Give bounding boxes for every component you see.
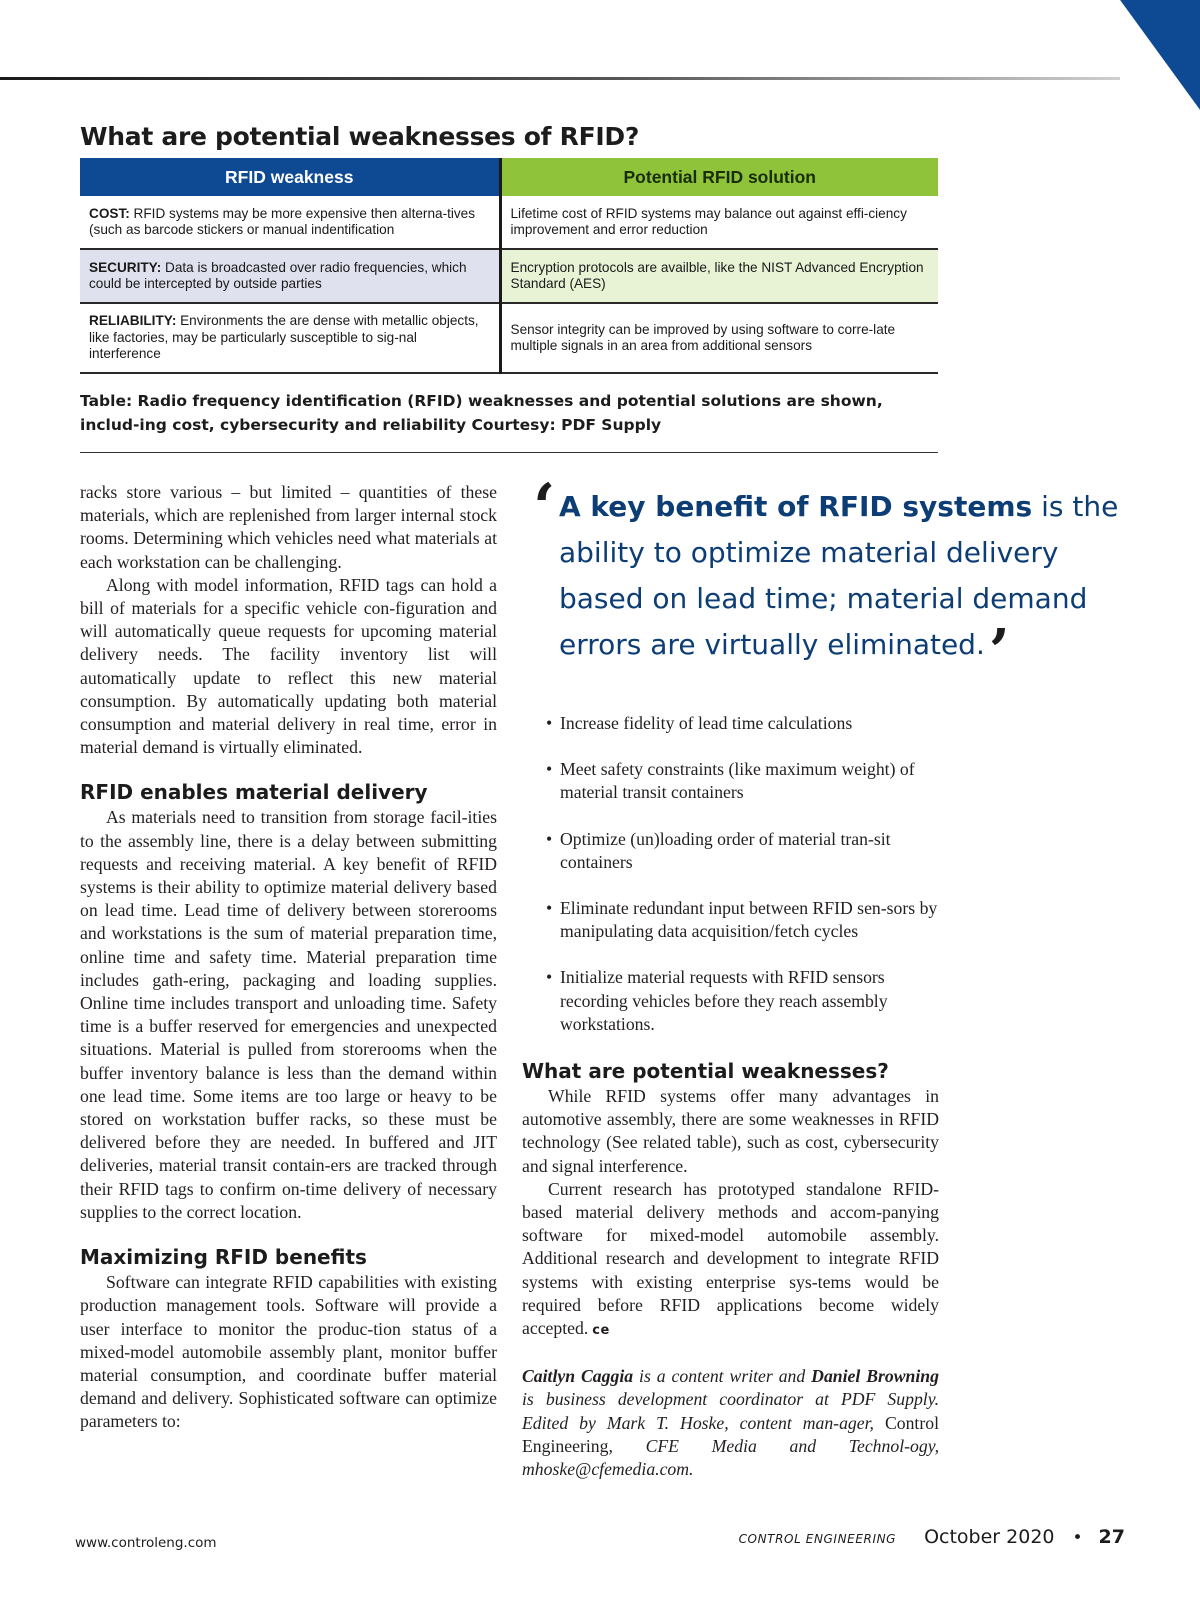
body-paragraph: As materials need to transition from storage facil-ities to the assembly line, there is a delay between submitting requests and receiving material. A key benefit of RFID systems is their ability to optimize material delivery based on lead time. Lead time of delivery between storerooms and workstations is the sum of material preparation time, online time and safety time. Material preparation time includes gath-ering, packaging and loading supplies. Online time includes transport and unloading time. Safety time is a buffer reserved for emergencies and unexpected situations. Material is pulled from storerooms when the buffer inventory balance is less than the demand within one lead time. Some items are too large or heavy to be stored on workstation buffer racks, so these must be delivered before they are needed. In buffered and JIT deliveries, material transit contain-ers are tracked through their RFID tags to confirm on-time delivery of necessary supplies to the correct location.	[80, 807, 497, 1222]
benefit-list	[522, 712, 939, 1036]
weakness-text: Data is broadcasted over radio frequencies, which could be intercepted by outside parties	[89, 259, 467, 291]
end-mark: ce	[592, 1323, 610, 1339]
author-name: Caitlyn Caggia	[522, 1366, 634, 1387]
list-item-text: Meet safety constraints (like maximum weight) of material transit containers	[560, 759, 915, 803]
list-item	[522, 712, 939, 735]
table-row	[80, 196, 938, 249]
solution-cell: Encryption protocols are availble, like the NIST Advanced Encryption Standard (AES)	[500, 249, 938, 303]
author-byline	[522, 1365, 939, 1481]
publication-name: Control Engineering	[522, 1412, 939, 1456]
weakness-cell	[80, 249, 500, 303]
byline-text: is business development coordinator at PDF Supply. Edited by Mark T. Hoske, content man-ager,	[522, 1389, 939, 1433]
open-quote-mark: ‘	[533, 470, 556, 545]
bullet-marker: •	[546, 759, 553, 780]
rfid-weakness-table	[80, 158, 938, 374]
left-article-column	[80, 481, 497, 1434]
column-header-weakness: RFID weakness	[80, 158, 500, 196]
issue-date: October 2020	[924, 1526, 1055, 1548]
column-header-solution: Potential RFID solution	[500, 158, 938, 196]
body-paragraph: While RFID systems offer many advantages in automotive assembly, there are some weaknesses in RFID technology (See related table), such as cost, cybersecurity and signal interference.	[522, 1086, 939, 1176]
list-item-text: Optimize (un)loading order of material tran-sit containers	[560, 828, 891, 872]
weakness-label: RELIABILITY:	[89, 313, 177, 329]
list-item	[522, 828, 939, 874]
corner-accent-graphic	[1060, 0, 1200, 110]
pull-quote-rest: is the ability to optimize material delivery based on lead time; material demand errors are virtually eliminated.	[559, 490, 1119, 661]
table-header-row	[80, 158, 938, 196]
caption-divider	[80, 452, 938, 453]
footer-separator: •	[1072, 1528, 1083, 1548]
list-item-text: Increase fidelity of lead time calculations	[560, 713, 853, 733]
pull-quote	[533, 470, 1123, 687]
byline-text: is a content writer and	[633, 1366, 812, 1387]
table-row	[80, 303, 938, 373]
table-caption: Table: Radio frequency identification (RFID) weaknesses and potential solutions are shown, includ-ing cost, cybersecurity and reliability Courtesy: PDF Supply	[80, 392, 883, 434]
list-item-text: Eliminate redundant input between RFID sen-sors by manipulating data acquisition/fetch cycles	[560, 898, 938, 942]
bullet-marker: •	[546, 828, 553, 849]
pull-quote-highlight: A key benefit of RFID systems	[559, 490, 1033, 523]
page-number: 27	[1098, 1526, 1125, 1548]
table-row	[80, 249, 938, 303]
footer-info	[739, 1526, 1125, 1548]
weakness-label: SECURITY:	[89, 259, 162, 275]
section-heading-benefits: Maximizing RFID benefits	[80, 1245, 367, 1270]
byline-text: , CFE Media and Technol-ogy, mhoske@cfemedia.com.	[522, 1435, 939, 1480]
list-item-text: Initialize material requests with RFID sensors recording vehicles before they reach assembly workstations.	[560, 967, 888, 1034]
footer-url: www.controleng.com	[75, 1535, 217, 1551]
body-paragraph-text: Current research has prototyped standalone RFID-based material delivery methods and accom-panying software for mixed-model automobile assembly. Additional research and development to integrate RFID systems with existing enterprise sys-tems would be required before RFID applications become widely accepted.	[522, 1178, 939, 1339]
weakness-label: COST:	[89, 205, 130, 221]
bullet-marker: •	[546, 898, 553, 919]
pull-quote-text	[559, 484, 1123, 687]
author-name: Daniel Browning	[811, 1366, 939, 1387]
weakness-text: Environments the are dense with metallic objects, like factories, may be particularly susceptible to sig-nal interference	[89, 313, 479, 362]
close-quote-mark: ’	[988, 617, 1010, 687]
solution-cell: Sensor integrity can be improved by using software to corre-late multiple signals in an area from additional sensors	[500, 303, 938, 373]
list-item	[522, 758, 939, 804]
bullet-marker: •	[546, 713, 553, 733]
section-heading-delivery: RFID enables material delivery	[80, 780, 428, 805]
solution-cell: Lifetime cost of RFID systems may balance out against effi-ciency improvement and error reduction	[500, 196, 938, 249]
bullet-marker: •	[546, 967, 553, 988]
magazine-name: CONTROL ENGINEERING	[738, 1532, 897, 1546]
table-title: What are potential weaknesses of RFID?	[80, 122, 640, 151]
weakness-text: RFID systems may be more expensive then alterna-tives (such as barcode stickers or manual indentification	[89, 205, 476, 237]
body-paragraph	[522, 1178, 939, 1342]
body-paragraph: Along with model information, RFID tags can hold a bill of materials for a specific vehicle con-figuration and will automatically queue requests for upcoming material delivery needs. The facility inventory list will automatically update to reflect this new material consumption. By automatically updating both material consumption and material delivery in real time, error in material demand is virtually eliminated.	[80, 574, 497, 758]
list-item	[522, 966, 939, 1036]
list-item	[522, 897, 939, 943]
section-heading-weaknesses: What are potential weaknesses?	[522, 1059, 889, 1084]
weakness-cell	[80, 303, 500, 373]
weakness-cell	[80, 196, 500, 249]
right-article-column	[522, 712, 939, 1481]
header-rule	[0, 77, 1120, 80]
body-paragraph: Software can integrate RFID capabilities with existing production management tools. Software will provide a user interface to monitor the produc-tion status of a mixed-model automobile assembly plant, monitor buffer material consumption, and coordinate buffer material demand and delivery. Sophisticated software can optimize parameters to:	[80, 1272, 497, 1432]
body-paragraph: racks store various – but limited – quantities of these materials, which are replenished from larger internal stock rooms. Determining which vehicles need what materials at each workstation can be challenging.	[80, 482, 497, 572]
